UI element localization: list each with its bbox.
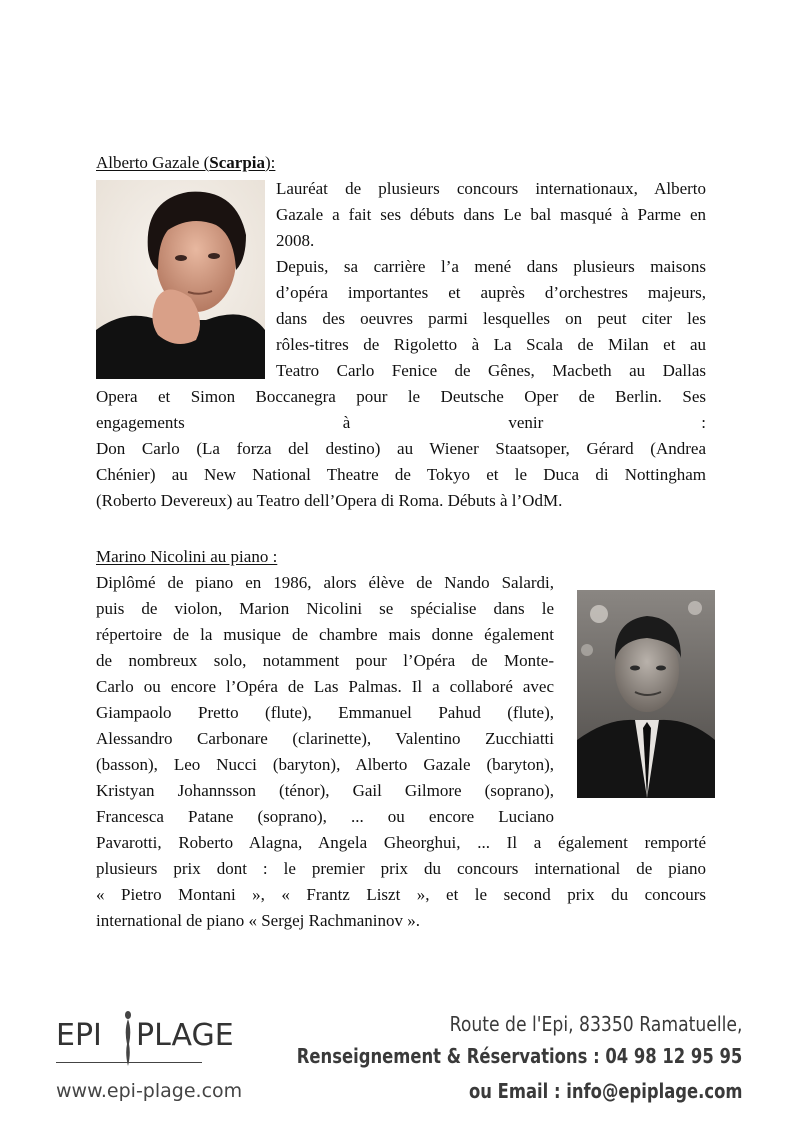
bio-line: d’opéra importantes et auprès d’orchestres majeurs, xyxy=(276,283,706,302)
bio-line: rôles-titres de Rigoletto à La Scala de Milan et au xyxy=(276,335,706,354)
bio-line: de nombreux solo, notamment pour l’Opéra de Monte- xyxy=(96,651,554,670)
bio-line: Francesca Patane (soprano), ... ou encore Luciano xyxy=(96,807,554,826)
bio-line: (Roberto Devereux) au Teatro dell’Opera di Roma. Débuts à l’OdM. xyxy=(96,491,563,510)
bio-line: Pavarotti, Roberto Alagna, Angela Gheorghui, ... Il a également remporté xyxy=(96,833,706,852)
gazale-portrait-photo xyxy=(96,180,265,379)
bio-line: Gazale a fait ses débuts dans Le bal masqué à Parme en xyxy=(276,205,706,224)
bio-line: Lauréat de plusieurs concours internationaux, Alberto xyxy=(276,179,706,198)
website-link[interactable]: www.epi-plage.com xyxy=(56,1080,243,1102)
footer-reservations: Renseignement & Réservations : 04 98 12 95 95 xyxy=(296,1044,742,1068)
bio-line: Depuis, sa carrière l’a mené dans plusieurs maisons xyxy=(276,257,706,276)
gazale-bio-narrow xyxy=(276,176,706,384)
heading-name: Alberto Gazale ( xyxy=(96,153,210,172)
bio-line: Don Carlo (La forza del destino) au Wiener Staatsoper, Gérard (Andrea xyxy=(96,439,706,458)
bio-line: Chénier) au New National Theatre de Tokyo et le Duca di Nottingham xyxy=(96,465,706,484)
bio-line: 2008. xyxy=(276,231,315,250)
heading-text: Marino Nicolini au piano : xyxy=(96,547,278,566)
logo-underline xyxy=(56,1062,202,1063)
footer-address: Route de l'Epi, 83350 Ramatuelle, xyxy=(449,1012,742,1036)
bio-line: (basson), Leo Nucci (baryton), Alberto Gazale (baryton), xyxy=(96,755,554,774)
nicolini-bio-narrow xyxy=(96,570,554,830)
gazale-bio-wide xyxy=(96,384,706,514)
heading-role: Scarpia xyxy=(209,153,266,172)
bio-line: Diplômé de piano en 1986, alors élève de Nando Salardi, xyxy=(96,573,554,592)
bio-line: engagements à venir : xyxy=(96,413,706,432)
nicolini-portrait-photo xyxy=(577,590,715,798)
section-heading-gazale xyxy=(96,150,275,176)
bio-line: puis de violon, Marion Nicolini se spécialise dans le xyxy=(96,599,554,618)
bio-line: international de piano « Sergej Rachmaninov ». xyxy=(96,911,421,930)
bio-line: « Pietro Montani », « Frantz Liszt », et le second prix du concours xyxy=(96,885,706,904)
logo-text-right: PLAGE xyxy=(136,1018,234,1053)
section-heading-nicolini xyxy=(96,544,277,570)
bio-line: Kristyan Johannsson (ténor), Gail Gilmore (soprano), xyxy=(96,781,554,800)
bio-line: Carlo ou encore l’Opéra de Las Palmas. Il a collaboré avec xyxy=(96,677,554,696)
bio-line: dans des oeuvres parmi lesquelles on peut citer les xyxy=(276,309,706,328)
bio-line: Giampaolo Pretto (flute), Emmanuel Pahud (flute), xyxy=(96,703,554,722)
heading-end: ): xyxy=(265,153,276,172)
bio-line: Alessandro Carbonare (clarinette), Valentino Zucchiatti xyxy=(96,729,554,748)
nicolini-bio-wide xyxy=(96,830,706,934)
logo-text-left: EPI xyxy=(56,1018,102,1053)
footer-email[interactable]: ou Email : info@epiplage.com xyxy=(468,1079,742,1103)
bio-line: Teatro Carlo Fenice de Gênes, Macbeth au Dallas xyxy=(276,361,706,380)
bio-line: Opera et Simon Boccanegra pour le Deutsche Oper de Berlin. Ses xyxy=(96,387,706,406)
bio-line: plusieurs prix dont : le premier prix du concours international de piano xyxy=(96,859,706,878)
epi-plage-logo xyxy=(56,1010,234,1070)
bio-line: répertoire de la musique de chambre mais donne également xyxy=(96,625,554,644)
